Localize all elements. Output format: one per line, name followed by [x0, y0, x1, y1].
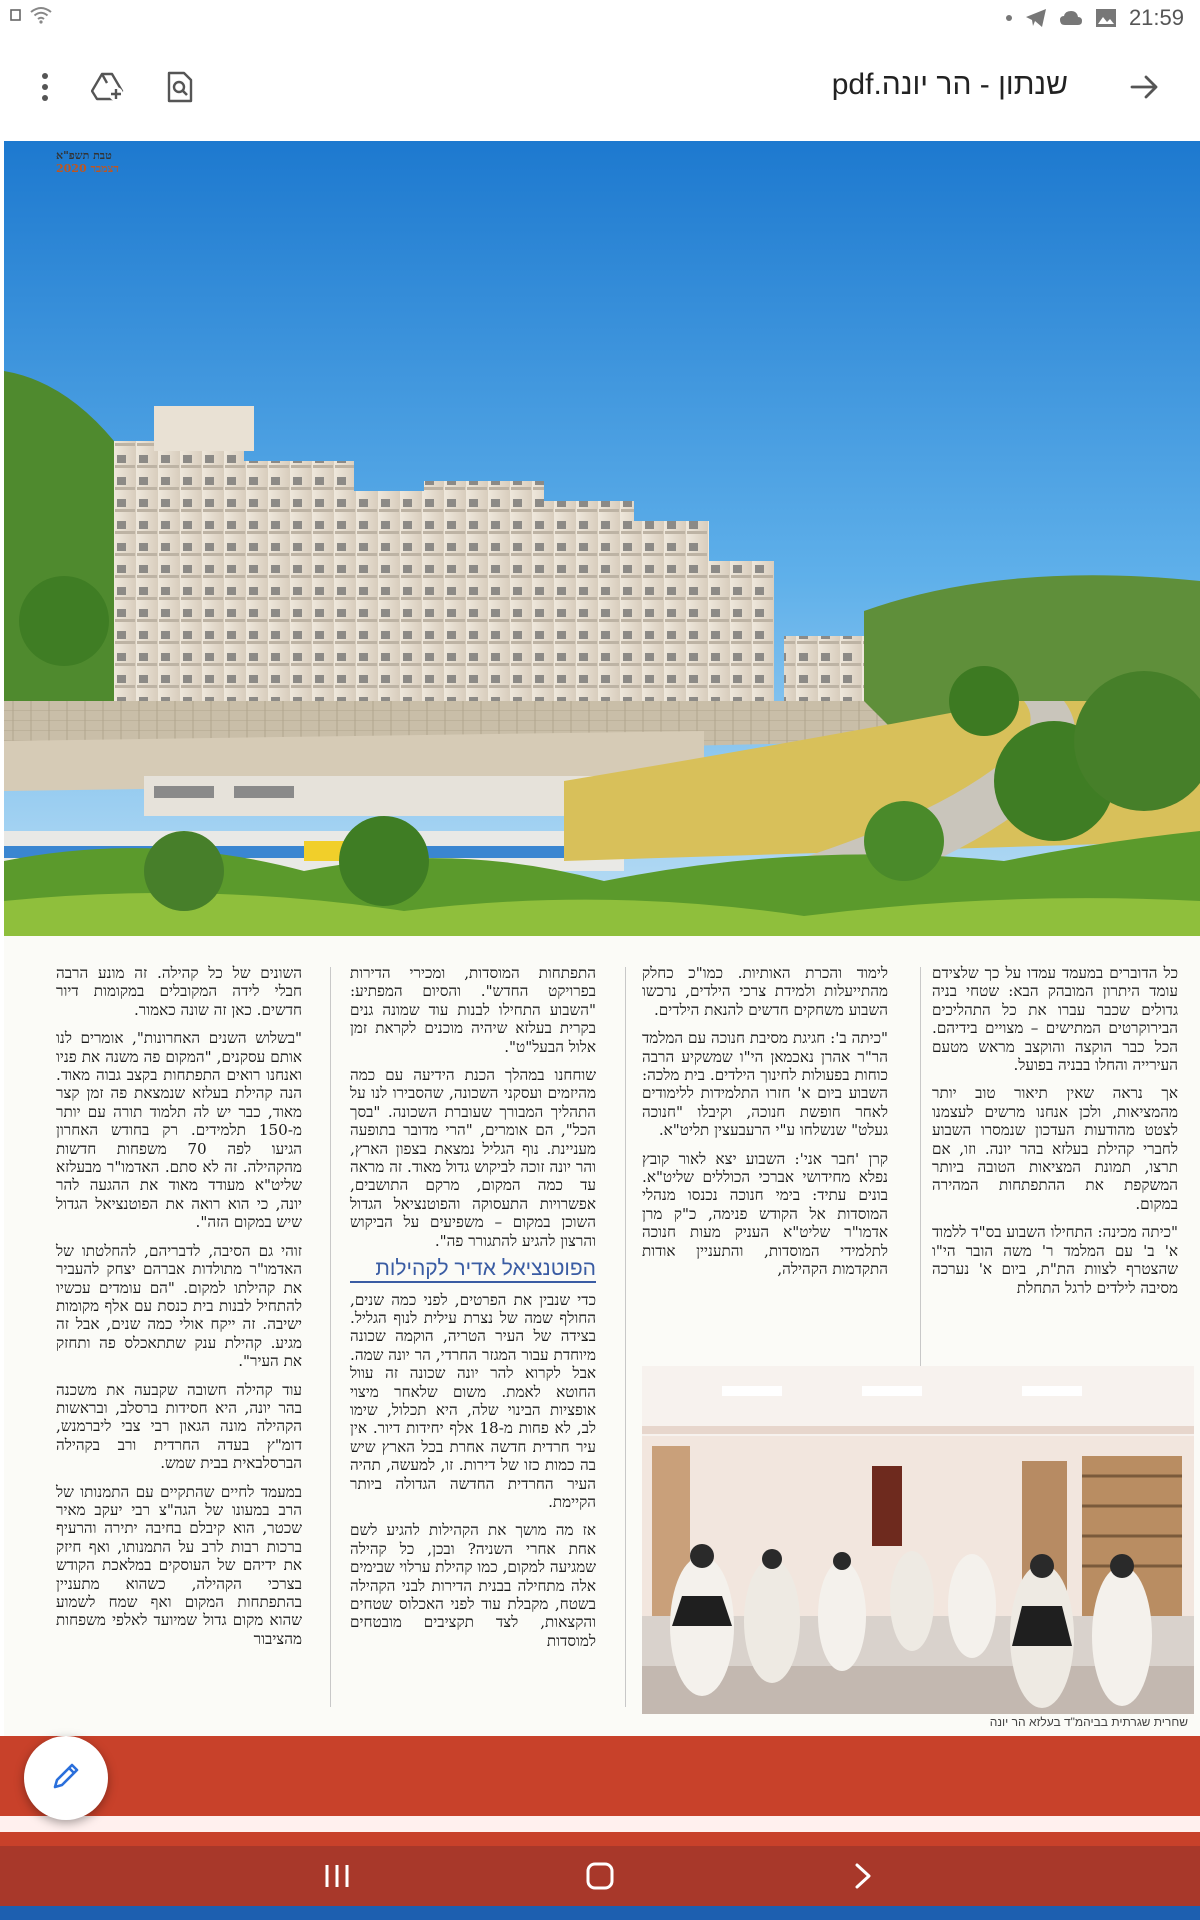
telegram-icon: [1025, 8, 1047, 28]
paragraph: אך נראה שאין תיאור טוב יותר מהמציאות, ולכן אנחנו מרשים לעצמנו לצטט מהודעות העדכון שנמסרו השבוע לחברי קהילת בעלזא בהר יונה. וזו, אם תרצו, תמונת המציאות הטובה ביותר המשקפת את ההתפתחות המהירה במקום.: [932, 1084, 1178, 1213]
clock-time: 21:59: [1128, 5, 1184, 30]
synagogue-photo: [642, 1366, 1194, 1714]
column-divider: [330, 967, 331, 1707]
more-options-icon: [40, 72, 50, 106]
paragraph: "כיתה מכינה: התחילו השבוע בס"ד ללמוד א' ב' עם המלמד ר' משה הובר הי"ו שהצטרף לצוות הת"ת, ביום א' נערכה מסיבה לילדים לרגל התחלת: [932, 1223, 1178, 1297]
date-gregorian: דצמבר 2020: [56, 162, 119, 175]
system-nav-bar: [0, 1846, 1200, 1906]
issue-date: [56, 149, 119, 175]
recent-apps-icon: [323, 1863, 351, 1893]
paragraph: השונים של כל קהילה. זה מונע הרבה חבלי לידה המקובלים במקומות דיור חדשים. כאן זה שונה כאמור.: [56, 964, 302, 1019]
date-hebrew: טבת תשפ"א: [56, 149, 112, 162]
paragraph: עוד קהילה חשובה שקבעה את משכנה בהר יונה, היא חסידות ברסלב, ובראשות הקהילה מונה הגאון רבי צבי ליברמנש, דומ"ץ בעדה החרדית ורב בקהילה הברסלבאית בבית שמש.: [56, 1380, 302, 1473]
column-divider: [625, 967, 626, 1707]
status-bar: [0, 0, 1200, 38]
paragraph: "כיתה ב': חגיגת מסיבת חנוכה עם המלמד הר"ר אהרן נאכמאן הי"ו שמשקיע הרבה כוחות בפעולות לחינוך הילדים. בית מלכה: השבוע ביום א' חזרו התלמידות ללימודים לאחר חופשת חנוכה, וקיבלו "חנוכה געלט" שנשלחו ע"י הרעבעצין תליט"א.: [642, 1029, 888, 1140]
paragraph: קרן 'חבר אני': השבוע יצא לאור קובץ נפלא מחידושי אברכי הכוללים שליט"א. בונים עתיד: בימי חנוכה נכנסו מנהלי המוסדות אל הקודש פנימה, כ"ק מרן אדמו"ר שליט"א העניק מעות חנוכה לתלמידי המוסדות, והתעניין אודות התקדמות הקהילה,: [642, 1149, 888, 1279]
paragraph: במעמד לחיים שהתקיים עם התמנותו של הרב במעונו של הגה"צ רבי יעקב מאיר שכטר, הוא קיבלם בחיבה יתירה והרעיף ברכות רבות לרב על התמנותו, ואף חיזק את ידיהם של העוסקים במלאכת הקודש בצרכי הקהילה, כשהוא מתעניין בהתפתחות המקום ואף שמח לשמוע שהוא מקום גדול שמיועד לאלפי משפחות מהציבור: [56, 1482, 302, 1648]
neighborhood-photo: [4, 141, 1200, 936]
paragraph: לימוד והכרת האותיות. כמו"כ כחלק מהתייעלות ולמידת צרכי הילדים, נרכשו השבוע משחקים חדשים להנאת הילדים.: [642, 964, 888, 1019]
paragraph: כל הדוברים במעמד עמדו על כך שלצידם עומד היתרון המובהק הבא: שטחי בניה גדולים שכבר עברו את כל התהליכים הבירוקרטים המתישים – מצויים בידיהם. הכל כבר הוקצה והוקצב מראש מטעם העירייה והחלו בבניה בפועל.: [932, 964, 1178, 1075]
paragraph: אז מה מושך את הקהילות להגיע לשם אחת אחרי השניה? ובכן, כל קהילה שמגיעה למקום, כמו קהילת ערלוי שבימים אלה מתחילה בבנית הדירות לבני הקהילה בשטח, מקבלת עוד לפני האכלוס שטחים והקצאות, לצד תקציבים מובטחים למוסדות: [350, 1521, 596, 1650]
paragraph: שוחחנו במהלך הכנת הידיעה עם כמה מהיזמים ועסקני השכונה, שהסבירו לנו על התהליך המבורך שעוברת השכונה. "בסך הכל", הם אומרים, "הרי מדובר בתופעה מעניינת. נוף הגליל נמצאת בצפון הארץ, והר יונה זוכה לביקוש גדול מאוד. זה מראה עד כמה המקום, מרקם התושבים, אפשרויות התעסוקה והפוטנציאל הגדול השוכן במקום – משפיעים על הביקוש והרצון להגיע להתגורר פה".: [350, 1066, 596, 1250]
add-to-drive-button[interactable]: [83, 64, 133, 114]
image-icon: [1095, 8, 1117, 28]
home-icon: [585, 1861, 615, 1895]
paragraph: התפתחות המוסדות, ומכירי הדירות בפרויקט החדש". והסיום המפתיע: "השבוע התחילו לבנות עוד שמונה גנים בקרית בעלזא שיהיה מוכנים לקראת זמן אלול הבעל"ט".: [350, 964, 596, 1056]
app-toolbar: [0, 38, 1200, 140]
back-icon: [853, 1862, 873, 1894]
photo-caption: שחרית שגרתית בביהמ"ד בעלזא הר יונה: [989, 1715, 1188, 1729]
recent-apps-button[interactable]: [307, 1856, 367, 1900]
next-page-preview: [0, 1736, 1200, 1816]
article-column-3: [350, 964, 596, 1660]
dot-icon: [1005, 14, 1013, 22]
edit-pencil-icon: [49, 1759, 83, 1797]
article-column-2: [642, 964, 888, 1324]
back-button[interactable]: [833, 1856, 893, 1900]
notification-icon: [10, 8, 24, 22]
find-in-page-button[interactable]: [155, 64, 205, 114]
pdf-page[interactable]: [4, 141, 1200, 1736]
article-column-4: [56, 964, 302, 1658]
subheading: הפוטנציאל אדיר לקהילות: [350, 1260, 596, 1282]
more-options-button[interactable]: [20, 64, 70, 114]
find-in-page-icon: [166, 71, 194, 107]
forward-button[interactable]: [1120, 64, 1170, 114]
next-page-preview-strip: [0, 1832, 1200, 1846]
home-button[interactable]: [570, 1856, 630, 1900]
document-title: שנתון - הר יונה.pdf: [831, 68, 1068, 101]
forward-arrow-icon: [1130, 74, 1160, 104]
bottom-accent-bar: [0, 1906, 1200, 1920]
paragraph: "בשלוש השנים האחרונות", אומרים לנו אותם עסקנים, "המקום פה משנה את פניו ואנחנו רואים התפתחות בקצב גבוה מאוד. הנה קהילת בעלזא שנמצאת פה זמן קצר מאוד, כבר יש לה תלמוד תורה עם יותר מ-150 תלמידים. רק בחודש האחרון הגיעו לפה 70 משפחות חדשות מהקהילה. זה לא סתם. האדמו"ר מבעלזא שליט"א מעודד מאוד את ההגעה להר יונה, כי הוא רואה את הפוטנציאל הגדול שיש במקום הזה".: [56, 1029, 303, 1232]
paragraph: זוהי גם הסיבה, לדבריהם, להחלטתו של האדמו"ר מתולדות אברהם יצחק להעביר את קהילתו למקום. "הם עומדים עכשיו להתחיל לבנות בית כנסת עם אלף מקומות ישיבה. זה ייקח אולי כמה שנים, אבל זה מגיע. קהילת ענק שתתאכלס פה ותחזק את העיר".: [56, 1241, 302, 1371]
add-to-drive-icon: [91, 72, 125, 106]
paragraph: כדי שנבין את הפרטים, לפני כמה שנים, החולף שמה של נצרת עילית לנוף הגליל. בצידה של העיר הטריה, הוקמה שכונה מיוחדת עבור המגזר החרדי, הר יונה שמה. אבל לקרוא להר יונה שכונה זה עוול החוטא לאמת. משום שלאחר מיצוי אופציות הבינוי שלה, היא תכלול, שימו לב, לא פחות מ-18 אלף יחידות דיור. אין עיר חרדית חדשה אחרת בכל הארץ שיש בה כמות כזו של דירות. זו, למעשה, תהיה העיר החרדית החדשה הגדולה ביותר הקיימת.: [350, 1290, 596, 1511]
page-gap: [0, 1816, 1200, 1832]
wifi-icon: [30, 6, 52, 24]
cloud-icon: [1059, 9, 1083, 27]
edit-fab-button[interactable]: [24, 1736, 108, 1820]
article-column-1: [932, 964, 1178, 1307]
